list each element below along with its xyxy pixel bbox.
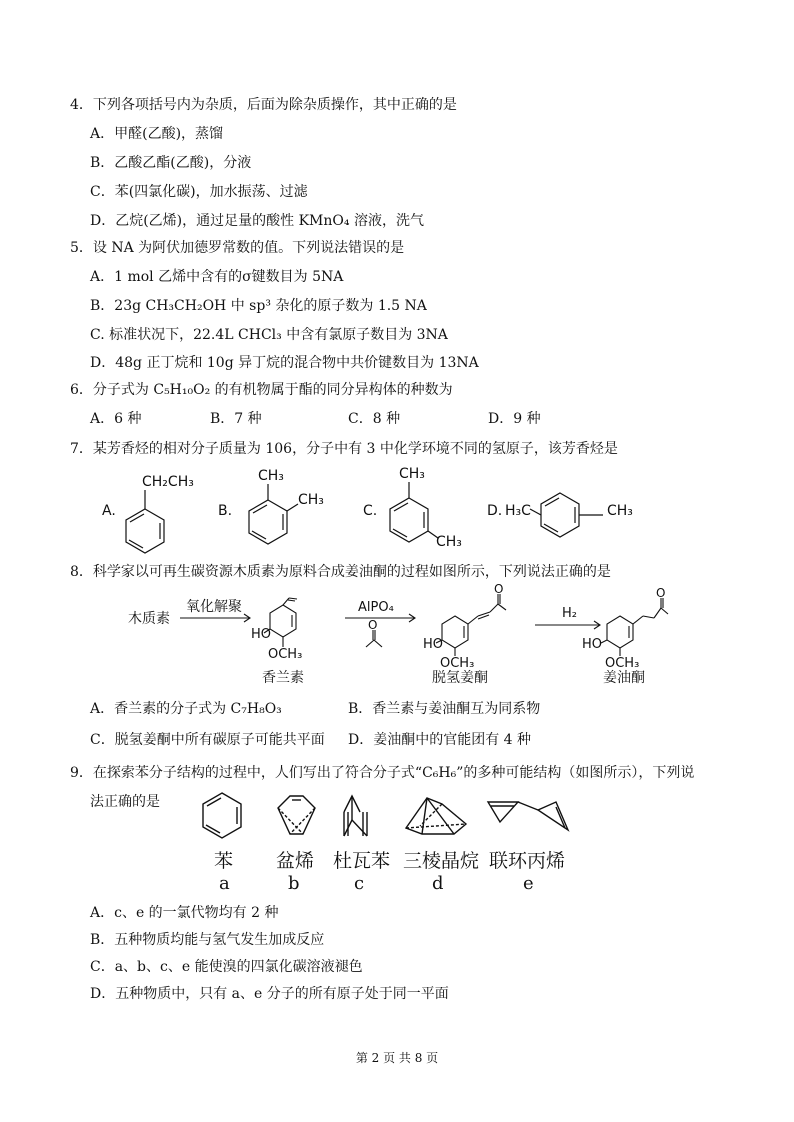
q6-stem: 6．分子式为 C₅H₁₀O₂ 的有机物属于酯的同分异构体的种数为 — [70, 382, 453, 398]
q9-stem-line1: 9．在探索苯分子结构的过程中，人们写出了符合分子式“C₆H₆”的多种可能结构（如图所示），下列说 — [70, 765, 695, 781]
q9-option-d: D．五种物质中，只有 a、e 分子的所有原子处于同一平面 — [90, 986, 449, 1002]
q8-arrow1-label: 氧化解聚 — [186, 599, 242, 615]
q8-reagent-alpo4: AlPO₄ — [358, 600, 394, 615]
page-footer: 第 2 页 共 8 页 — [355, 1051, 439, 1065]
q7-stem: 7．某芳香烃的相对分子质量为 106，分子中有 3 中化学环境不同的氢原子，该芳香烃是 — [70, 441, 618, 457]
q5-option-a: A．1 mol 乙烯中含有的σ键数目为 5NA — [90, 269, 344, 285]
q8-dehydro-och3: OCH₃ — [440, 656, 475, 671]
q9-letter-c: c — [354, 873, 365, 894]
q9-structure-a — [203, 793, 241, 838]
q8-name-vanillin: 香兰素 — [262, 670, 304, 686]
q6-option-a: A．6 种 — [90, 411, 142, 427]
q7-label-b-ch3-top: CH₃ — [258, 468, 284, 484]
q9-name-b: 盆烯 — [276, 850, 315, 872]
q7-label-ch2ch3: CH₂CH₃ — [142, 474, 194, 490]
q8-vanillin-och3: OCH₃ — [268, 647, 303, 662]
q9-letter-e: e — [523, 873, 534, 894]
q9-letter-b: b — [288, 873, 300, 894]
q9-name-e: 联环丙烯 — [489, 850, 566, 872]
q8-zinger-o: O — [656, 586, 666, 600]
q8-name-zingerone: 姜油酮 — [603, 670, 645, 686]
q8-zinger-och3: OCH₃ — [605, 656, 640, 671]
q7-structures — [0, 460, 794, 560]
q7-structure-a — [126, 490, 164, 553]
q8-name-dehydrozingerone: 脱氢姜酮 — [432, 670, 488, 686]
q8-option-b: B．香兰素与姜油酮互为同系物 — [348, 701, 541, 717]
q9-option-a: A．c、e 的一氯代物均有 2 种 — [90, 905, 279, 921]
q7-letter-a: A. — [102, 503, 116, 519]
q5-stem: 5．设 NA 为阿伏加德罗常数的值。下列说法错误的是 — [70, 240, 405, 256]
q7-label-d-ch3: CH₃ — [607, 503, 633, 519]
q6-option-c: C．8 种 — [348, 411, 401, 427]
q9-structure-c — [344, 796, 367, 836]
q8-acetone-o: O — [368, 618, 378, 632]
q9-structure-b — [278, 796, 315, 834]
q4-option-d: D．乙烷(乙烯)，通过足量的酸性 KMnO₄ 溶液，洗气 — [90, 213, 424, 229]
q5-option-b: B．23g CH₃CH₂OH 中 sp³ 杂化的原子数为 1.5 NA — [90, 298, 427, 314]
q4-option-a: A．甲醛(乙酸)，蒸馏 — [90, 126, 224, 142]
q8-option-d: D．姜油酮中的官能团有 4 种 — [348, 732, 532, 748]
q9-name-a: 苯 — [214, 850, 234, 872]
q5-option-c: C. 标准状况下，22.4L CHCl₃ 中含有氯原子数目为 3NA — [90, 327, 448, 343]
q7-label-b-ch3-right: CH₃ — [298, 492, 324, 508]
q8-dehydro-o: O — [494, 582, 504, 596]
q9-letter-a: a — [219, 873, 230, 894]
q8-stem: 8．科学家以可再生碳资源木质素为原料合成姜油酮的过程如图所示，下列说法正确的是 — [70, 564, 611, 580]
q8-option-a: A．香兰素的分子式为 C₇H₈O₃ — [90, 701, 282, 717]
q7-letter-d: D. — [487, 503, 503, 519]
q7-label-h3c: H₃C — [505, 503, 531, 519]
q6-option-d: D．9 种 — [488, 411, 541, 427]
q7-letter-c: C. — [363, 503, 378, 519]
q7-structure-c — [390, 482, 438, 542]
q8-start-lignin: 木质素 — [128, 611, 170, 627]
q6-option-b: B．7 种 — [210, 411, 262, 427]
q8-option-c: C．脱氢姜酮中所有碳原子可能共平面 — [90, 732, 325, 748]
q4-stem: 4．下列各项括号内为杂质，后面为除杂质操作，其中正确的是 — [70, 97, 457, 113]
q9-structure-d — [406, 798, 466, 834]
q9-name-d: 三棱晶烷 — [403, 850, 480, 872]
q5-option-d: D．48g 正丁烷和 10g 异丁烷的混合物中共价键数目为 13NA — [90, 355, 479, 371]
q8-reaction-scheme — [0, 582, 794, 690]
q9-option-b: B．五种物质均能与氢气发生加成反应 — [90, 932, 325, 948]
q9-option-c: C．a、b、c、e 能使溴的四氯化碳溶液褪色 — [90, 959, 363, 975]
q8-dehydro-ho: HO — [423, 637, 444, 652]
q9-structure-e — [488, 802, 568, 830]
q9-stem-line2: 法正确的是 — [90, 794, 160, 810]
q7-structure-d — [530, 493, 603, 537]
q7-letter-b: B. — [218, 503, 233, 519]
q7-structure-b — [249, 484, 298, 544]
q8-zinger-ho: HO — [582, 637, 603, 652]
q4-option-b: B．乙酸乙酯(乙酸)，分液 — [90, 155, 252, 171]
q8-reagent-h2: H₂ — [562, 606, 577, 621]
q7-label-c-ch3-bottom: CH₃ — [436, 534, 462, 550]
q9-name-c: 杜瓦苯 — [333, 850, 391, 872]
q9-letter-d: d — [432, 873, 444, 894]
q9-structures — [0, 790, 794, 845]
q7-label-c-ch3-top: CH₃ — [399, 466, 425, 482]
q8-vanillin-ho: HO — [251, 627, 272, 642]
q4-option-c: C．苯(四氯化碳)，加水振荡、过滤 — [90, 184, 308, 200]
